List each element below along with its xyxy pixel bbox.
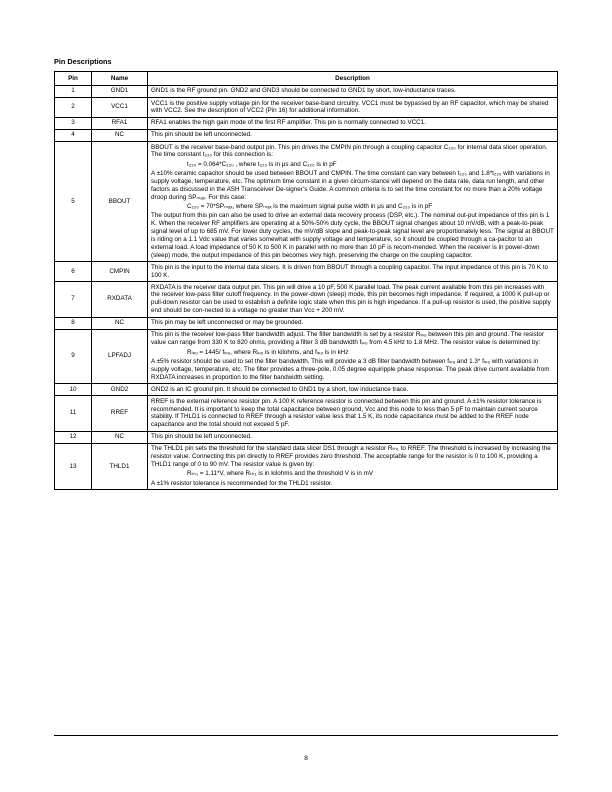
section-title: Pin Descriptions xyxy=(54,57,112,66)
table-row xyxy=(55,141,558,261)
description-paragraph: BBOUT is the receiver base-band output pin. This pin drives the CMPIN pin through a coupling capacitor C₂₂₀ for internal data slicer operation. The time constant t₂₂₀ for this connection is: xyxy=(151,143,548,159)
description-paragraph: A ±1% resistor tolerance is recommended for the THLD1 resistor. xyxy=(151,479,333,487)
table-row xyxy=(55,117,558,129)
pin-description xyxy=(148,117,558,129)
pin-description xyxy=(148,97,558,117)
column-header-pin: Pin xyxy=(55,72,92,86)
description-paragraph: A ±5% resistor should be used to set the filter bandwidth. This will provide a 3 dB filter bandwidth between fₗₚₒ and 1.3* fₗₚₒ with variations in supply voltage, temperature, etc. The filter provides a three-pole, 0.05 degree equiripple phase response. The peak drive current available from RXDATA increases in proportion to the filter bandwidth setting. xyxy=(151,357,550,381)
description-paragraph: VCC1 is the positive supply voltage pin for the receiver base-band circuitry. VCC1 must be bypassed by an RF capacitor, which may be shared with VCC2. See the description of VCC2 (Pin 16) for additional information. xyxy=(151,99,549,115)
pin-description xyxy=(148,329,558,383)
column-header-name: Name xyxy=(92,72,148,86)
description-paragraph: This pin is the receiver low-pass filter bandwidth adjust. The filter bandwidth is set by a resistor Rₗₚₒ between this pin and ground. The resistor value can range from 330 K to 820 ohms, providing a filter 3 dB bandwidth fₗₚₒ from 4.5 kHz to 1.8 MHz. The resistor value is determined by: xyxy=(151,331,544,347)
pin-name: GND2 xyxy=(92,384,148,396)
description-paragraph: This pin may be left unconnected or may be grounded. xyxy=(151,319,304,327)
description-paragraph: This pin is the input to the internal data slicers. It is driven from BBOUT through a coupling capacitor. The input impedance of this pin is 70 K to 100 K. xyxy=(151,263,549,279)
table-row xyxy=(55,443,558,489)
column-header-description: Description xyxy=(148,72,558,86)
table-row xyxy=(55,129,558,141)
pin-name: RREF xyxy=(92,396,148,432)
page-number: 8 xyxy=(304,755,308,762)
pin-number: 8 xyxy=(55,317,92,329)
formula-line: C₂₂₀ = 70*SPₘₐₓ, where SPₘₐₓ is the maximum signal pulse width in μs and C₂₂₀ is in pF xyxy=(187,203,433,211)
pin-description xyxy=(148,317,558,329)
table-row xyxy=(55,396,558,432)
table-row xyxy=(55,317,558,329)
table-row xyxy=(55,329,558,383)
formula-line: Rₜₕ₁ = 1.11*V, where Rₜₕ₁ is in kilohms and the threshold V is in mV xyxy=(187,470,374,478)
pin-name: RFA1 xyxy=(92,117,148,129)
description-paragraph: GND2 is an IC ground pin. It should be connected to GND1 by a short, low inductance trace. xyxy=(151,385,409,393)
pin-number: 12 xyxy=(55,431,92,443)
pin-description xyxy=(148,129,558,141)
pin-description xyxy=(148,262,558,282)
table-row xyxy=(55,431,558,443)
pin-name: NC xyxy=(92,129,148,141)
description-paragraph: RXDATA is the receiver data output pin. This pin will drive a 10 pF, 500 K parallel load. The peak current available from this pin increases with the receiver low-pass filter cutoff frequency. In the power-down (sleep) mode, this pin becomes high impedance. If required, a 1000 K pull-up or pull-down resistor can be used to establish a definite logic state when this pin is high impedance. If a pull-up resistor is used, the positive supply end should be con-nected to a voltage no greater than Vcc + 200 mV. xyxy=(151,283,551,315)
pin-name: NC xyxy=(92,317,148,329)
pin-description xyxy=(148,282,558,318)
description-paragraph: RREF is the external reference resistor pin. A 100 K reference resistor is connected between this pin and ground. A ±1% resistor tolerance is recommended. It is important to keep the total capacitance between ground, Vcc and this node to less than 5 pF to maintain current source stability. If THLD1 is connected to RREF through a resistor value less that 1.5 K, its node capacitance must be added to the RREF node capacitance and the total should not exceed 5 pF. xyxy=(151,397,542,429)
pin-description xyxy=(148,141,558,261)
pin-number: 13 xyxy=(55,443,92,489)
table-header-row xyxy=(55,72,558,86)
pin-description xyxy=(148,443,558,489)
pin-number: 6 xyxy=(55,262,92,282)
table-row xyxy=(55,384,558,396)
description-paragraph: This pin should be left unconnected. xyxy=(151,433,252,441)
pin-name: NC xyxy=(92,431,148,443)
table-row xyxy=(55,282,558,318)
pin-description xyxy=(148,396,558,432)
pin-description xyxy=(148,384,558,396)
pin-description xyxy=(148,431,558,443)
pin-number: 9 xyxy=(55,329,92,383)
pin-name: GND1 xyxy=(92,85,148,97)
description-paragraph: GND1 is the RF ground pin. GND2 and GND3 should be connected to GND1 by short, low-inductance traces. xyxy=(151,87,456,95)
formula-line: Rₗₚₒ = 1445/ fₗₚₒ, where Rₗₚₒ is in kilohms, and fₗₚₒ is in kHz xyxy=(187,348,349,356)
pin-name: RXDATA xyxy=(92,282,148,318)
footer-divider xyxy=(54,735,558,736)
formula-line: t₂₂₀ = 0.064*C₂₂₀ , where t₂₂₀ is in μs and C₂₂₀ is in pF xyxy=(187,160,337,168)
pin-number: 1 xyxy=(55,85,92,97)
pin-number: 7 xyxy=(55,282,92,318)
pin-name: CMPIN xyxy=(92,262,148,282)
table-row xyxy=(55,262,558,282)
pin-descriptions-table xyxy=(54,71,558,490)
pin-number: 11 xyxy=(55,396,92,432)
description-paragraph: The output from this pin can also be used to drive an external data recovery process (DSP, etc.). The nominal out-put impedance of this pin is 1 K. When the receiver RF amplifiers are operating at a 50%-50% duty cycle, the BBOUT signal changes about 10 mV/dB, with a peak-to-peak signal level of up to 685 mV. For lower duty cycles, the mV/dB slope and peak-to-peak signal level are proportionately less. The signal at BBOUT is riding on a 1.1 Vdc value that varies somewhat with supply voltage and temperature, so it should be coupled through a ca-pacitor to an external load. A load impedance of 50 K to 500 K in parallel with no more than 10 pF is recom-mended. When the receiver is in power-down (sleep) mode, the output impedance of this pin becomes very high, preserving the charge on the coupling capacitor. xyxy=(151,212,554,259)
pin-name: THLD1 xyxy=(92,443,148,489)
pin-name: LPFADJ xyxy=(92,329,148,383)
pin-number: 2 xyxy=(55,97,92,117)
description-paragraph: The THLD1 pin sets the threshold for the standard data slicer DS1 through a resistor Rₜₕ₁ to RREF. The threshold is increased by increasing the resistor value. Connecting this pin directly to RREF provides zero threshold. The acceptable range for the resistor is 0 to 100 K, providing a THLD1 range of 0 to 90 mV. The resistor value is given by: xyxy=(151,445,551,469)
pin-description xyxy=(148,85,558,97)
description-paragraph: RFA1 enables the high gain mode of the first RF amplifier. This pin is normally connected to VCC1. xyxy=(151,119,426,127)
pin-number: 3 xyxy=(55,117,92,129)
pin-number: 10 xyxy=(55,384,92,396)
pin-number: 4 xyxy=(55,129,92,141)
pin-name: BBOUT xyxy=(92,141,148,261)
pin-name: VCC1 xyxy=(92,97,148,117)
table-row xyxy=(55,97,558,117)
table-row xyxy=(55,85,558,97)
description-paragraph: A ±10% ceramic capacitor should be used between BBOUT and CMPIN. The time constant can vary between t₂₂₀ and 1.8*t₂₂₀ with variations in supply voltage, temperature, etc. The optimum time constant in a given circum-stance will depend on the data rate, data run length, and other factors as discussed in the ASH Transceiver De-signer’s Guide. A common criteria is to set the time constant for no more than a 20% voltage droop during SPₘₐₓ. For this case: xyxy=(151,170,550,201)
pin-number: 5 xyxy=(55,141,92,261)
description-paragraph: This pin should be left unconnected. xyxy=(151,131,252,139)
